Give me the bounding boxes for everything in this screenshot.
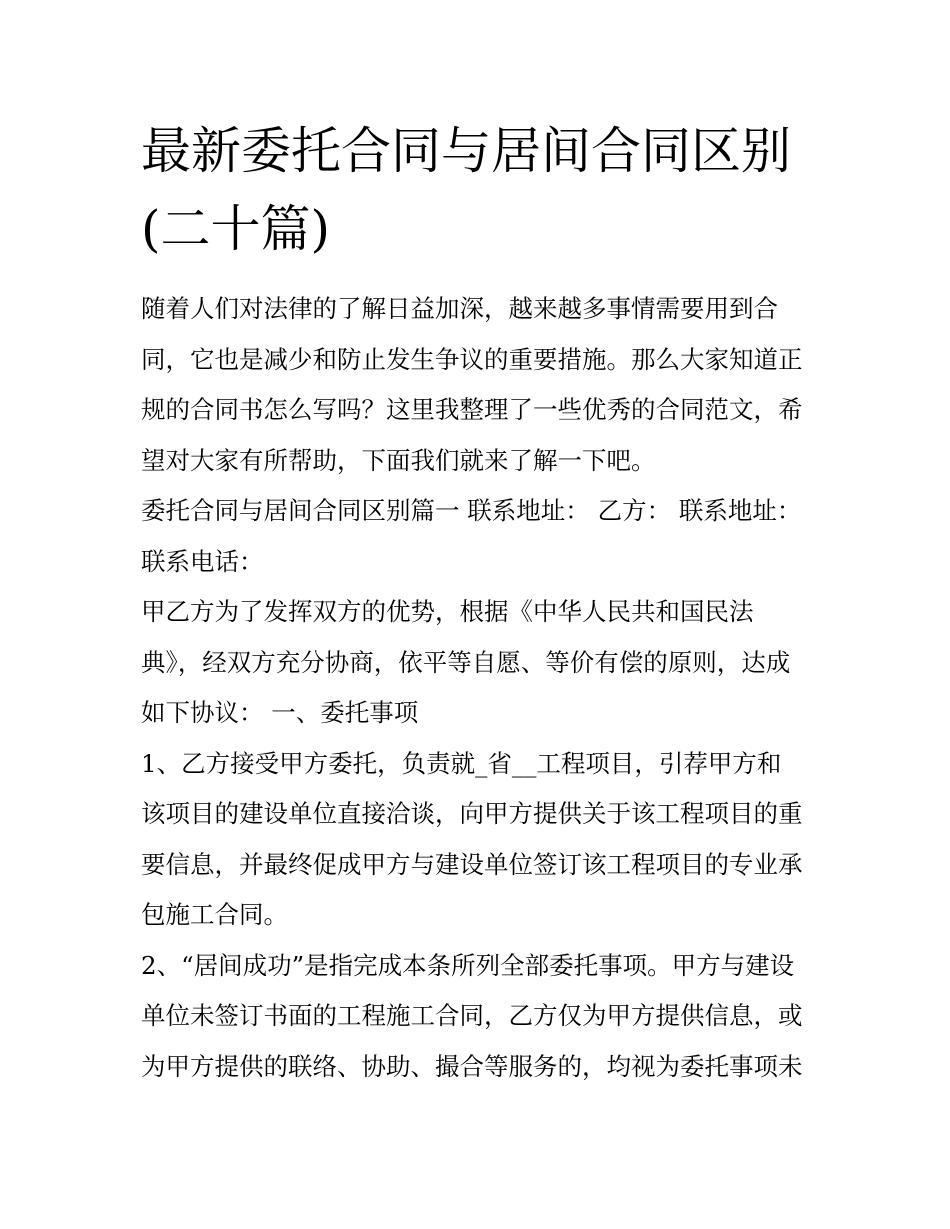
text-line: 为甲方提供的联络、协助、撮合等服务的，均视为委托事项未 (141, 1051, 803, 1081)
document-title (141, 112, 813, 268)
clause-2-paragraph (141, 941, 813, 1093)
intro-paragraph (141, 284, 813, 486)
text-line: 委托合同与居间合同区别篇一 联系地址： 乙方： 联系地址： (141, 496, 802, 525)
text-line: 甲乙方为了发挥双方的优势，根据《中华人民共和国民法 (141, 597, 754, 626)
text-line: 1、乙方接受甲方委托，负责就_省__工程项目，引荐甲方和 (141, 748, 782, 778)
text-line: 随着人们对法律的了解日益加深，越来越多事情需要用到合 (141, 294, 778, 323)
text-line: 如下协议： 一、委托事项 (141, 698, 419, 727)
text-line: 同，它也是减少和防止发生争议的重要措施。那么大家知道正 (141, 344, 803, 374)
text-line: 包施工合同。 (141, 900, 288, 929)
agreement-preamble-paragraph (141, 587, 813, 739)
text-line: 联系电话： (141, 546, 264, 576)
text-line: 单位未签订书面的工程施工合同，乙方仅为甲方提供信息，或 (141, 1001, 803, 1030)
title-line: (二十篇) (141, 200, 331, 258)
section-heading-paragraph (141, 486, 813, 587)
text-line: 该项目的建设单位直接洽谈，向甲方提供关于该工程项目的重 (141, 799, 803, 828)
text-line: 典》，经双方充分协商，依平等自愿、等价有偿的原则，达成 (141, 647, 791, 677)
text-line: 2、“居间成功”是指完成本条所列全部委托事项。甲方与建设 (141, 950, 795, 980)
clause-1-paragraph (141, 739, 813, 941)
text-line: 要信息，并最终促成甲方与建设单位签订该工程项目的专业承 (141, 849, 803, 879)
title-line: 最新委托合同与居间合同区别 (141, 122, 791, 180)
text-line: 规的合同书怎么写吗？这里我整理了一些优秀的合同范文，希 (141, 395, 803, 424)
document-body (141, 112, 813, 1092)
text-line: 望对大家有所帮助，下面我们就来了解一下吧。 (141, 445, 656, 475)
